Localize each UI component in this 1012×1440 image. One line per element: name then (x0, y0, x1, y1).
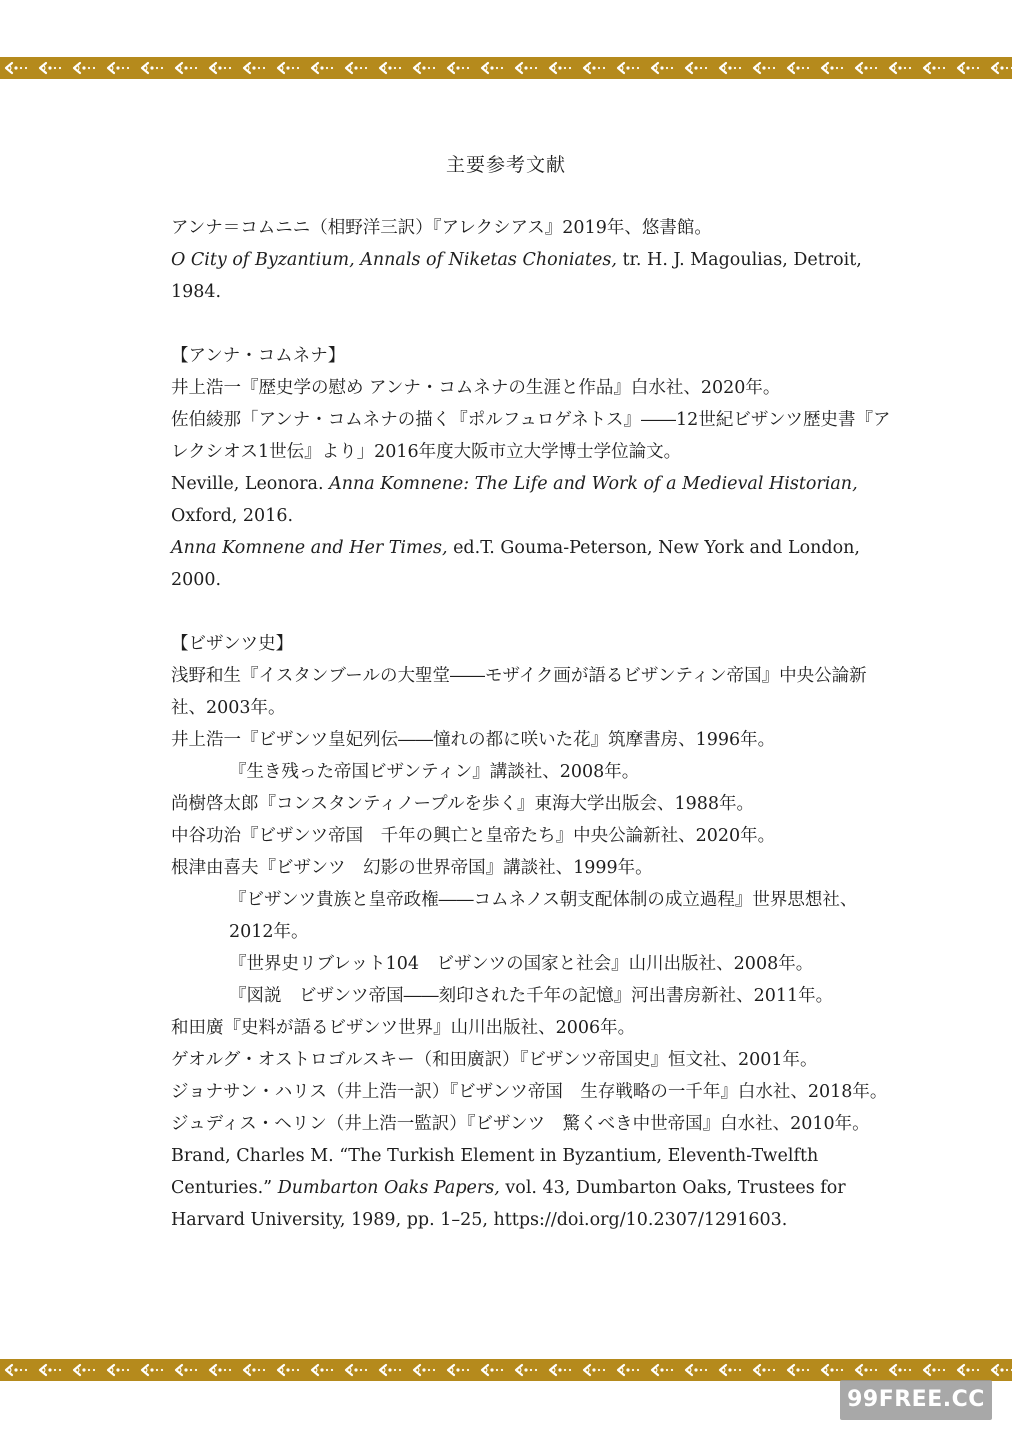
reference-entry: 中谷功治『ビザンツ帝国 千年の興亡と皇帝たち』中央公論新社、2020年。 (171, 826, 776, 846)
reference-entry: 『生き残った帝国ビザンティン』講談社、2008年。 (229, 762, 640, 782)
section-heading-byzantium: 【ビザンツ史】 (171, 634, 294, 654)
reference-entry: 『図説 ビザンツ帝国――刻印された千年の記憶』河出書房新社、2011年。 (229, 986, 834, 1006)
reference-entry: 尚樹啓太郎『コンスタンティノープルを歩く』東海大学出版会、1988年。 (171, 794, 755, 814)
reference-entry: Anna Komnene and Her Times, ed.T. Gouma-Peterson, New York and London, 2000. (171, 538, 860, 590)
watermark: 99FREE.CC (840, 1380, 992, 1420)
bibliography (171, 212, 891, 1236)
reference-entry: Neville, Leonora. Anna Komnene: The Life and Work of a Medieval Historian, Oxford, 2016. (171, 474, 858, 526)
reference-entry: ゲオルグ・オストロゴルスキー（和田廣訳）『ビザンツ帝国史』恒文社、2001年。 (171, 1050, 818, 1070)
bottom-ornament-border (0, 1359, 1012, 1381)
reference-entry: 佐伯綾那「アンナ・コムネナの描く『ポルフュロゲネトス』――12世紀ビザンツ歴史書『アレクシオス1世伝』より」2016年度大阪市立大学博士学位論文。 (171, 410, 891, 462)
ornament-pattern-icon (0, 1359, 1012, 1381)
reference-entry: 『世界史リブレット104 ビザンツの国家と社会』山川出版社、2008年。 (229, 954, 814, 974)
reference-entry: 根津由喜夫『ビザンツ 幻影の世界帝国』講談社、1999年。 (171, 858, 653, 878)
reference-entry: 井上浩一『歴史学の慰め アンナ・コムネナの生涯と作品』白水社、2020年。 (171, 378, 781, 398)
reference-entry: 井上浩一『ビザンツ皇妃列伝――憧れの都に咲いた花』筑摩書房、1996年。 (171, 730, 776, 750)
ornament-pattern-icon (0, 57, 1012, 79)
reference-entry: 和田廣『史料が語るビザンツ世界』山川出版社、2006年。 (171, 1018, 636, 1038)
reference-entry: Brand, Charles M. “The Turkish Element in Byzantium, Eleventh-Twelfth Centuries.” Dumbarton Oaks Papers, vol. 43, Dumbarton Oaks, Trustees for Harvard University, 1989, pp. 1–25, https://doi.org/10.2307/1291603. (171, 1146, 846, 1230)
reference-entry: ジョナサン・ハリス（井上浩一訳）『ビザンツ帝国 生存戦略の一千年』白水社、2018年。 (171, 1082, 888, 1102)
reference-entry: O City of Byzantium, Annals of Niketas Choniates, tr. H. J. Magoulias, Detroit, 1984. (171, 250, 862, 302)
section-heading-anna: 【アンナ・コムネナ】 (171, 346, 346, 366)
reference-entry: 浅野和生『イスタンブールの大聖堂――モザイク画が語るビザンティン帝国』中央公論新社、2003年。 (171, 666, 867, 718)
page-title: 主要参考文献 (445, 154, 566, 176)
reference-entry: 『ビザンツ貴族と皇帝政権――コムネノス朝支配体制の成立過程』世界思想社、2012年。 (229, 890, 858, 942)
reference-entry: ジュディス・ヘリン（井上浩一監訳）『ビザンツ 驚くべき中世帝国』白水社、2010年。 (171, 1114, 870, 1134)
reference-entry: アンナ＝コムニニ（相野洋三訳）『アレクシアス』2019年、悠書館。 (171, 218, 712, 238)
top-ornament-border (0, 57, 1012, 79)
